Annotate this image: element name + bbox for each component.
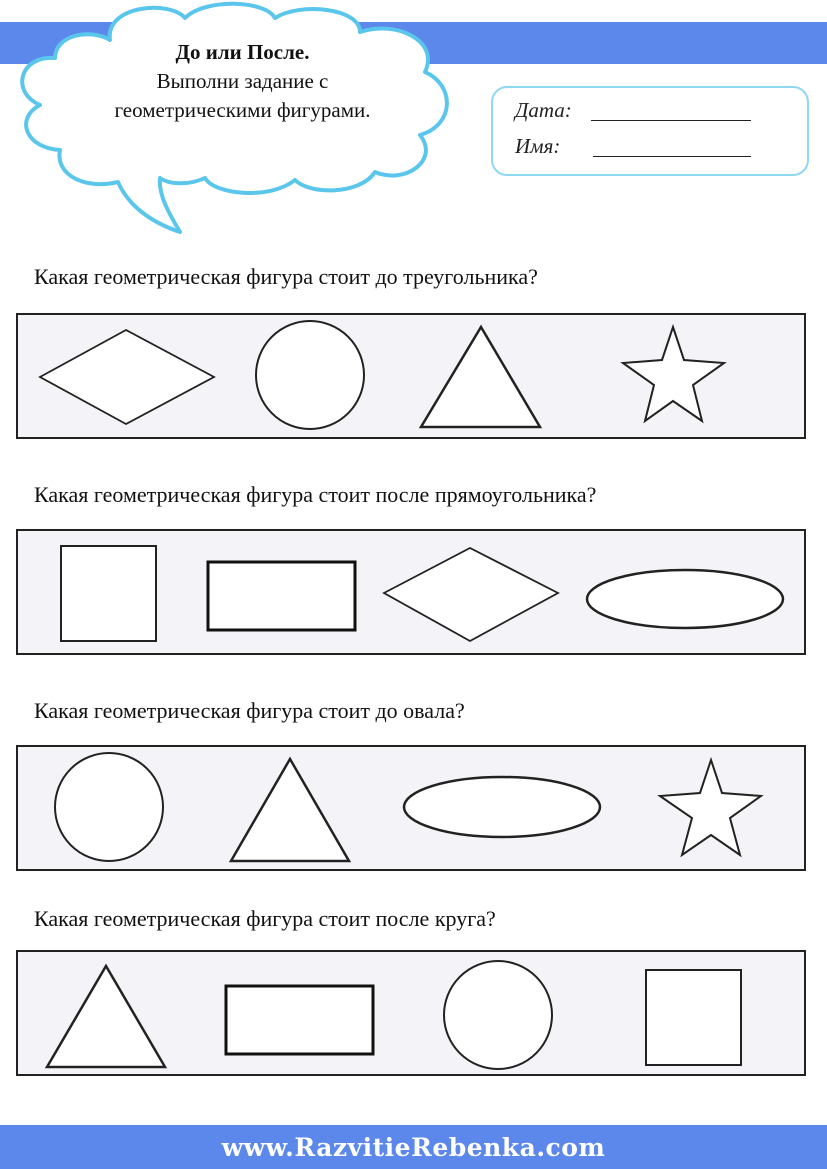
footer-band <box>0 1125 827 1169</box>
square-shape[interactable] <box>61 546 156 641</box>
rectangle-shape[interactable] <box>226 986 373 1054</box>
oval-shape[interactable] <box>404 777 600 837</box>
star-shape[interactable] <box>660 760 761 855</box>
triangle-shape[interactable] <box>421 327 540 427</box>
shape-row-1 <box>16 313 806 439</box>
triangle-shape[interactable] <box>47 966 165 1067</box>
shape-row-3 <box>16 745 806 871</box>
name-line <box>593 156 751 157</box>
rhombus-shape[interactable] <box>40 330 214 424</box>
question-2: Какая геометрическая фигура стоит после прямоугольника? <box>34 482 597 507</box>
name-label: Имя: <box>515 134 561 158</box>
date-line <box>591 120 751 121</box>
question-4: Какая геометрическая фигура стоит после круга? <box>34 906 496 931</box>
name-field[interactable] <box>515 134 560 159</box>
footer-url[interactable]: www.RazvitieRebenka.com <box>221 1132 606 1162</box>
rhombus-shape[interactable] <box>384 548 558 641</box>
triangle-shape[interactable] <box>231 759 349 861</box>
rectangle-shape[interactable] <box>208 562 355 630</box>
date-name-box <box>491 86 809 176</box>
circle-shape[interactable] <box>444 961 552 1069</box>
shape-row-2 <box>16 529 806 655</box>
cloud-line: геометрическими фигурами. <box>114 98 371 122</box>
cloud-line: Выполни задание с <box>156 69 329 93</box>
date-field[interactable] <box>515 98 572 123</box>
star-shape[interactable] <box>623 327 724 421</box>
square-shape[interactable] <box>646 970 741 1065</box>
question-1: Какая геометрическая фигура стоит до треугольника? <box>34 264 538 289</box>
cloud-title: До или После. <box>175 40 310 64</box>
shape-row-4 <box>16 950 806 1076</box>
oval-shape[interactable] <box>587 570 783 628</box>
circle-shape[interactable] <box>256 321 364 429</box>
cloud-text <box>40 38 445 125</box>
question-3: Какая геометрическая фигура стоит до овала? <box>34 698 465 723</box>
date-label: Дата: <box>515 98 572 122</box>
circle-shape[interactable] <box>55 753 163 861</box>
